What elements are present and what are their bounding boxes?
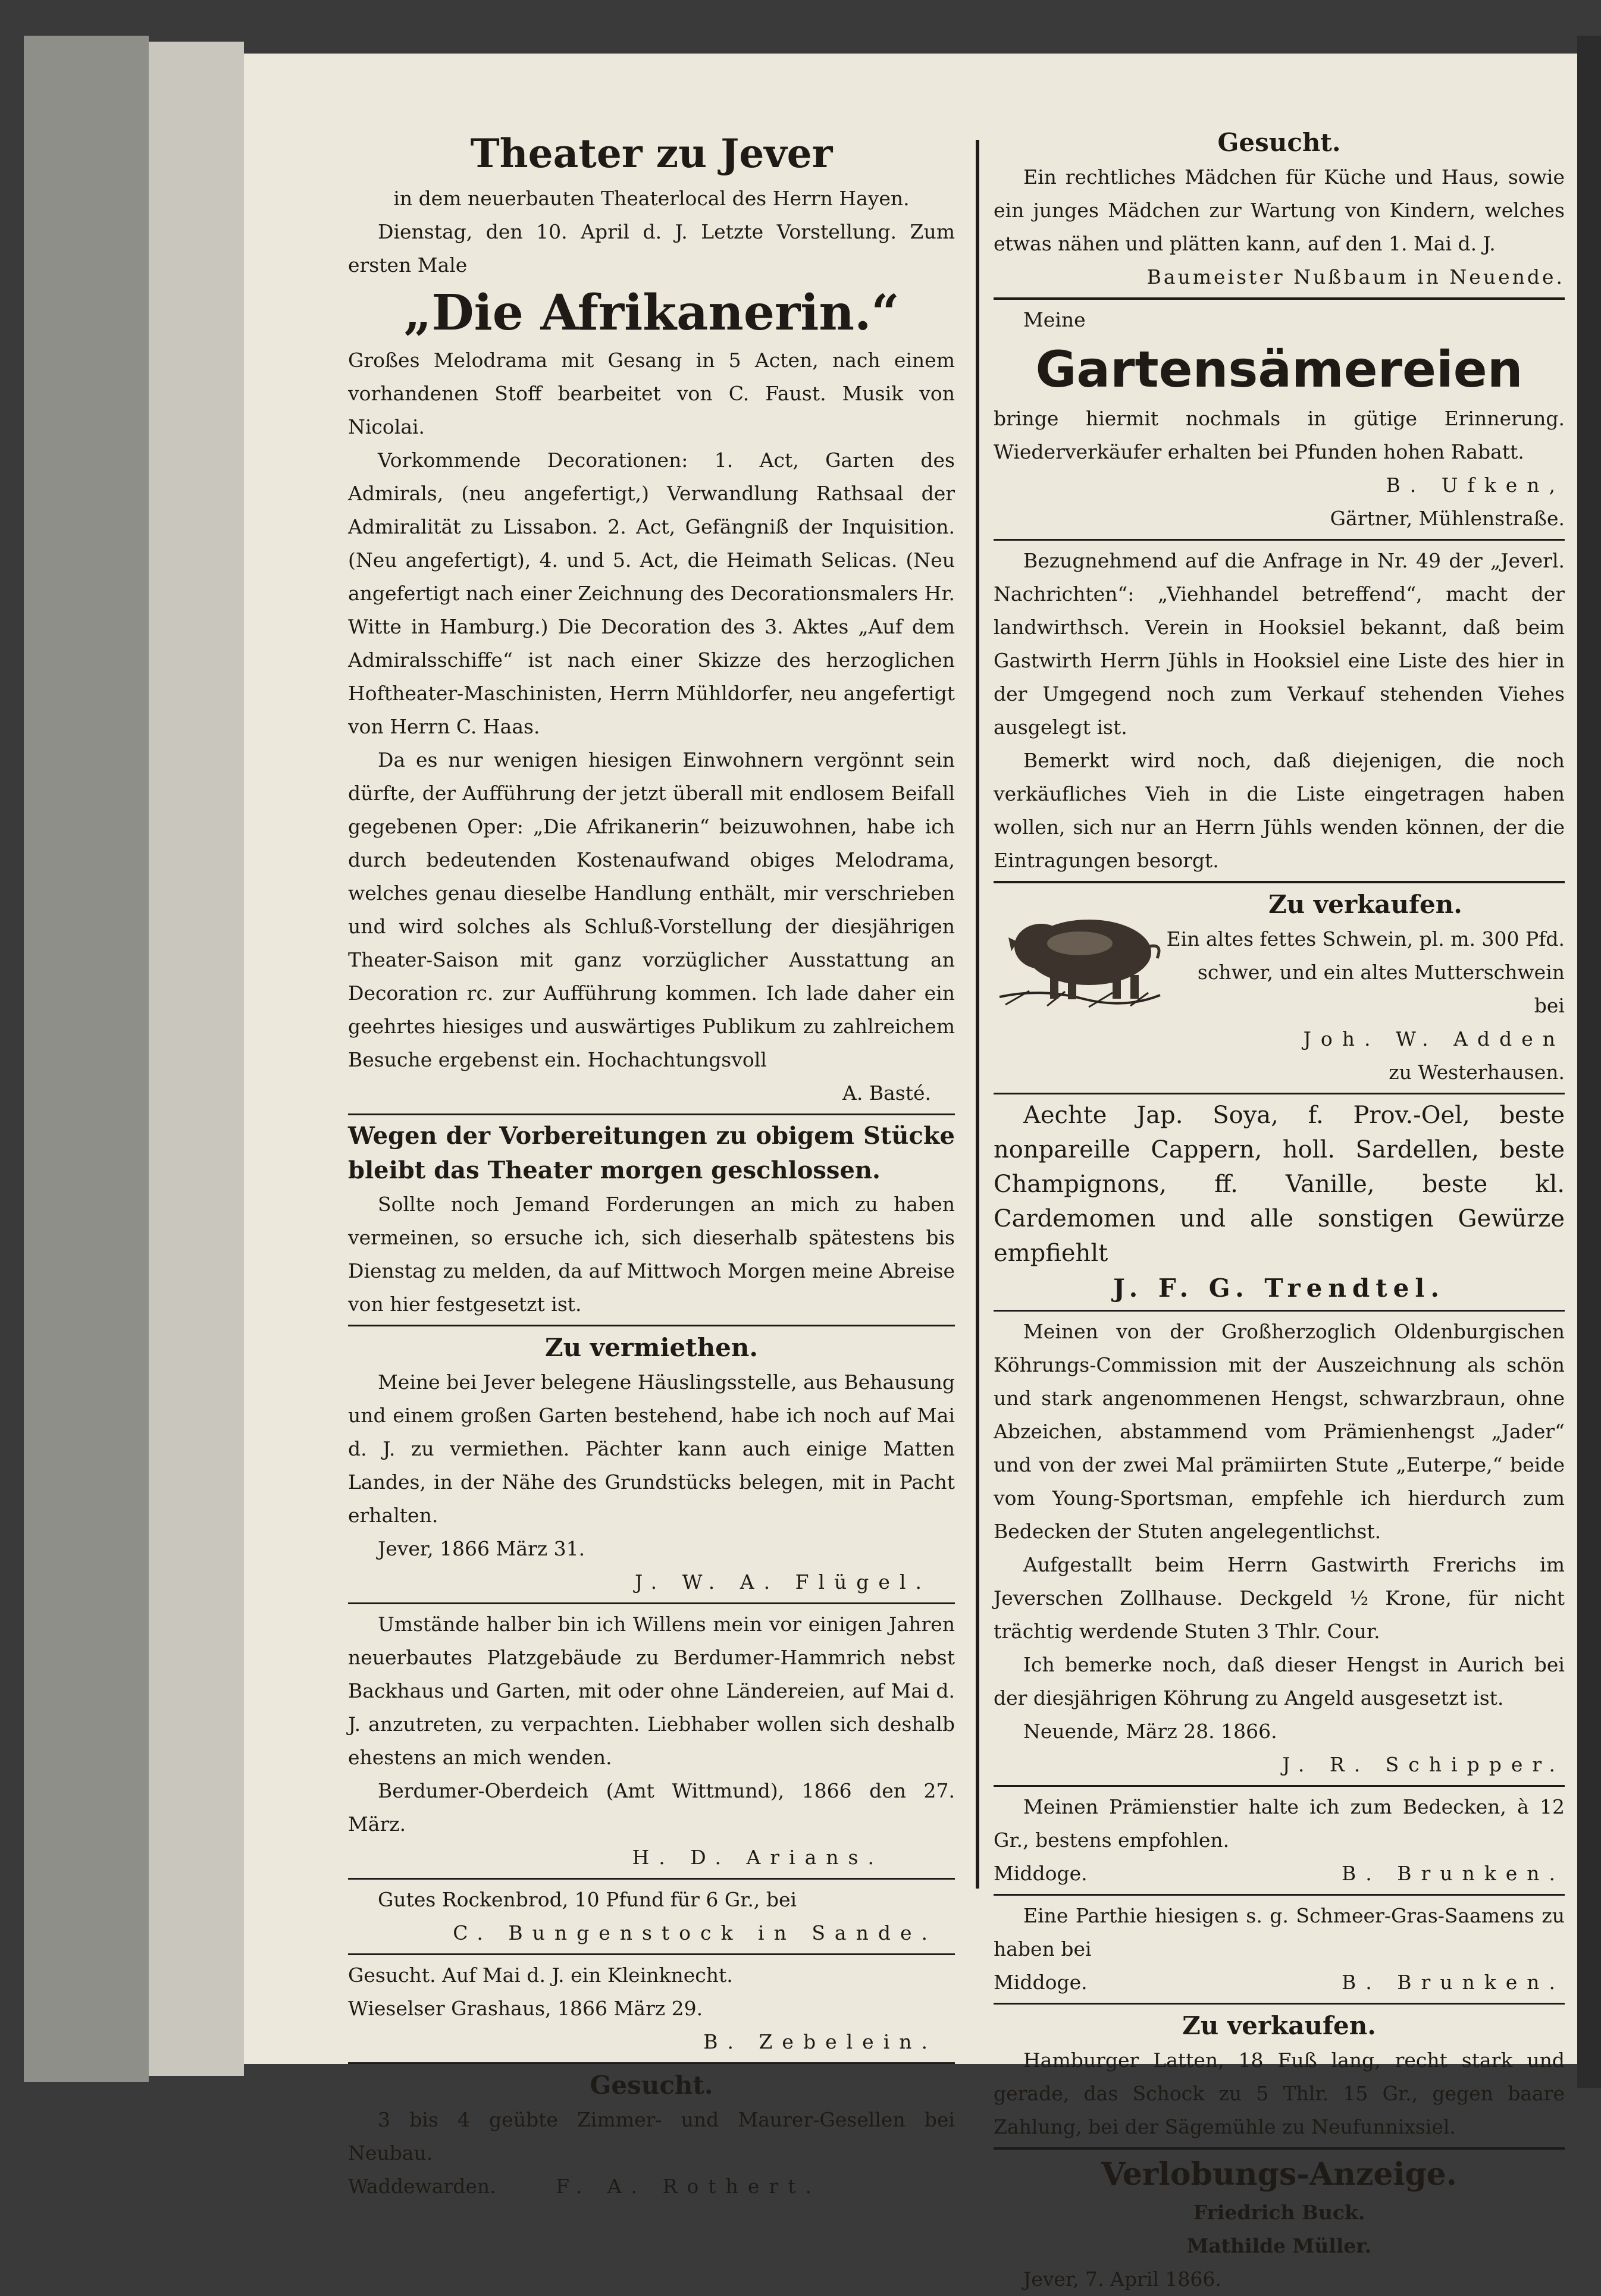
pig-title: Zu verkaufen. bbox=[1268, 890, 1462, 919]
announcement-text: Da es nur wenigen hiesigen Einwohnern vergönnt sein dürfte, der Aufführung der jetzt überall mit endlosem Beifall gegebenen Oper: „Die Afrikanerin“ beizuwohnen, habe ich durch bedeutenden Kostenaufwand obiges Melodrama, welches genau dieselbe Handlung enthält, mir verschrieben und wird solches als Schluß-Vorstellung der diesjährigen Theater-Saison mit ganz vorzüglicher Ausstattung an Decoration rc. zur Aufführung kommen. Ich lade daher ein geehrtes hiesiges und auswärtiges Publikum zu zahlreichem Besuche ergebenst ein. Hochachtungsvoll bbox=[348, 748, 955, 1071]
signature-baste: A. Basté. bbox=[842, 1081, 931, 1105]
bull-signature: B. Brunken. bbox=[1341, 1862, 1565, 1885]
seeds-signature: B. Ufken, bbox=[1386, 473, 1565, 497]
bull-signature-line bbox=[994, 1857, 1565, 1890]
wanted-signature-line bbox=[348, 2170, 955, 2203]
engagement-name-2: Mathilde Müller. bbox=[1186, 2234, 1372, 2257]
rule bbox=[994, 2003, 1565, 2005]
grass-signature-line bbox=[994, 1966, 1565, 1999]
rule bbox=[994, 1894, 1565, 1896]
theater-venue: in dem neuerbauten Theaterlocal des Herrn Hayen. bbox=[393, 187, 910, 210]
rule bbox=[994, 539, 1565, 541]
pig-signature-2: zu Westerhausen. bbox=[1389, 1061, 1565, 1084]
rent-title: Zu vermiethen. bbox=[544, 1333, 758, 1362]
laths-text: Hamburger Latten, 18 Fuß lang, recht stark und gerade, das Schock zu 5 Thlr. 15 Gr., gegen baare Zahlung, bei der Sägemühle zu Neufunnixsiel. bbox=[994, 2049, 1565, 2138]
play-description: Großes Melodrama mit Gesang in 5 Acten, nach einem vorhandenen Stoff bearbeitet von C. Faust. Musik von Nicolai. bbox=[348, 349, 955, 438]
bread-text: Gutes Rockenbrod, 10 Pfund für 6 Gr., bei bbox=[378, 1888, 797, 1911]
rule bbox=[994, 881, 1565, 883]
maid-title: Gesucht. bbox=[1217, 128, 1341, 157]
rule bbox=[348, 1325, 955, 1326]
engagement-title: Verlobungs-Anzeige. bbox=[1101, 2156, 1457, 2193]
spice-text: Aechte Jap. Soya, f. Prov.-Oel, beste nonpareille Cappern, holl. Sardellen, beste Champignons, ff. Vanille, beste kl. Cardemomen und alle sonstigen Gewürze empfiehlt bbox=[994, 1102, 1565, 1267]
wanted-place: Waddewarden. bbox=[348, 2175, 496, 2198]
bull-text: Meinen Prämienstier halte ich zum Bedecken, à 12 Gr., bestens empfohlen. bbox=[994, 1795, 1565, 1852]
stallion-signature: J. R. Schipper. bbox=[1282, 1753, 1565, 1776]
stallion-text-2: Aufgestallt beim Herrn Gastwirth Frerichs im Jeverschen Zollhause. Deckgeld ½ Krone, für nicht trächtig werdende Stuten 3 Thlr. Cour. bbox=[994, 1553, 1565, 1643]
rule bbox=[994, 2147, 1565, 2150]
grass-place: Middoge. bbox=[994, 1971, 1088, 1994]
sale-signature: H. D. Arians. bbox=[632, 1846, 883, 1869]
seeds-title: Gartensämereien bbox=[1035, 340, 1523, 399]
rule bbox=[348, 1953, 955, 1955]
stallion-date: Neuende, März 28. 1866. bbox=[1023, 1720, 1277, 1743]
engagement-name-1: Friedrich Buck. bbox=[1193, 2201, 1365, 2224]
seeds-signature-2: Gärtner, Mühlenstraße. bbox=[1330, 507, 1565, 530]
pig-advert bbox=[994, 887, 1565, 1089]
maid-signature: Baumeister Nußbaum in Neuende. bbox=[1146, 265, 1565, 288]
rule bbox=[994, 297, 1565, 300]
theater-title: Theater zu Jever bbox=[470, 130, 833, 177]
stallion-text-3: Ich bemerke noch, daß dieser Hengst in Aurich bei der diesjährigen Köhrung zu Angeld ausgesetzt ist. bbox=[994, 1653, 1565, 1710]
sale-date: Berdumer-Oberdeich (Amt Wittmund), 1866 den 27. März. bbox=[348, 1779, 955, 1836]
seeds-intro: Meine bbox=[1023, 308, 1086, 331]
wanted-signature: F. A. Rothert. bbox=[556, 2175, 821, 2198]
cattle-text: Bezugnehmend auf die Anfrage in Nr. 49 der „Jeverl. Nachrichten“: „Viehhandel betreffend“, macht der landwirthsch. Verein in Hooksiel bekannt, daß beim Gastwirth Herrn Jühls in Hooksiel eine Liste des hier in der Umgegend noch zum Verkauf stehenden Viehes ausgelegt ist. bbox=[994, 549, 1565, 739]
rent-text: Meine bei Jever belegene Häuslingsstelle, aus Behausung und einem großen Garten bestehend, habe ich noch auf Mai d. J. zu vermiethen. Pächter kann auch einige Matten Landes, in der Nähe des Grundstücks belegen, mit in Pacht erhalten. bbox=[348, 1370, 955, 1527]
maid-text: Ein rechtliches Mädchen für Küche und Haus, sowie ein junges Mädchen zur Wartung von Kindern, welches etwas nähen und plätten kann, auf den 1. Mai d. J. bbox=[994, 165, 1565, 255]
sale-text: Umstände halber bin ich Willens mein vor einigen Jahren neuerbautes Platzgebäude zu Berdumer-Hammrich nebst Backhaus und Garten, mit oder ohne Ländereien, auf Mai d. J. anzutreten, zu verpachten. Liebhaber wollen sich deshalb ehestens an mich wenden. bbox=[348, 1613, 955, 1769]
grass-signature: B. Brunken. bbox=[1341, 1971, 1565, 1994]
wanted-title: Gesucht. bbox=[590, 2071, 713, 2100]
bull-place: Middoge. bbox=[994, 1862, 1088, 1885]
left-column bbox=[348, 125, 955, 2203]
rent-date: Jever, 1866 März 31. bbox=[378, 1537, 585, 1560]
column-divider bbox=[976, 140, 979, 1889]
seeds-text: bringe hiermit nochmals in gütige Erinnerung. Wiederverkäufer erhalten bei Pfunden hohen Rabatt. bbox=[994, 407, 1565, 463]
spice-signature: J. F. G. Trendtel. bbox=[1113, 1274, 1445, 1303]
rule bbox=[348, 2062, 955, 2064]
rule bbox=[994, 1093, 1565, 1094]
wanted-text: 3 bis 4 geübte Zimmer- und Maurer-Gesellen bei Neubau. bbox=[348, 2108, 955, 2165]
rule bbox=[348, 1602, 955, 1604]
play-title: „Die Afrikanerin.“ bbox=[403, 284, 900, 341]
knecht-signature: B. Zebelein. bbox=[703, 2030, 937, 2053]
pig-text: Ein altes fettes Schwein, pl. m. 300 Pfd. schwer, und ein altes Mutterschwein bei bbox=[1166, 927, 1565, 1017]
rule bbox=[348, 1878, 955, 1880]
rule bbox=[994, 1310, 1565, 1312]
closed-notice: Wegen der Vorbereitungen zu obigem Stücke bleibt das Theater morgen geschlossen. bbox=[348, 1122, 955, 1184]
pig-woodcut-icon bbox=[994, 887, 1166, 1018]
theater-date: Dienstag, den 10. April d. J. Letzte Vorstellung. Zum ersten Male bbox=[348, 220, 955, 277]
cattle-text-2: Bemerkt wird noch, daß diejenigen, die noch verkäufliches Vieh in die Liste eingetragen haben wollen, sich nur an Herrn Jühls wenden können, der die Eintragungen besorgt. bbox=[994, 749, 1565, 872]
claims-notice: Sollte noch Jemand Forderungen an mich zu haben vermeinen, so ersuche ich, sich dieserhalb spätestens bis Dienstag zu melden, da auf Mittwoch Morgen meine Abreise von hier festgesetzt ist. bbox=[348, 1193, 955, 1316]
stallion-text: Meinen von der Großherzoglich Oldenburgischen Köhrungs-Commission mit der Auszeichnung als schön und stark angenommenen Hengst, schwarzbraun, ohne Abzeichen, abstammend vom Prämienhengst „Jader“ und von der zwei Mal prämiirten Stute „Euterpe,“ beide vom Young-Sportsman, empfehle ich hierdurch zum Bedecken der Stuten angelegentlichst. bbox=[994, 1320, 1565, 1543]
rent-signature: J. W. A. Flügel. bbox=[635, 1570, 931, 1594]
right-column bbox=[994, 125, 1565, 2296]
rule bbox=[994, 1785, 1565, 1787]
pig-signature: Joh. W. Adden bbox=[1303, 1027, 1565, 1050]
rule bbox=[348, 1114, 955, 1115]
grass-text: Eine Parthie hiesigen s. g. Schmeer-Gras-Saamens zu haben bei bbox=[994, 1904, 1565, 1961]
knecht-text: Gesucht. Auf Mai d. J. ein Kleinknecht. bbox=[348, 1963, 733, 1987]
engagement-date: Jever, 7. April 1866. bbox=[1023, 2267, 1221, 2291]
knecht-date: Wieselser Grashaus, 1866 März 29. bbox=[348, 1997, 703, 2020]
decorations-text: Vorkommende Decorationen: 1. Act, Garten des Admirals, (neu angefertigt,) Verwandlung Rathsaal der Admiralität zu Lissabon. 2. Act, Gefängniß der Inquisition. (Neu angefertigt), 4. und 5. Act, die Heimath Selicas. (Neu angefertigt nach einer Zeichnung des Decorationsmalers Hr. Witte in Hamburg.) Die Decoration des 3. Aktes „Auf dem Admiralsschiffe“ ist nach einer Skizze des herzoglichen Hoftheater-Maschinisten, Herrn Mühldorfer, neu angefertigt von Herrn C. Haas. bbox=[348, 448, 955, 738]
laths-title: Zu verkaufen. bbox=[1182, 2011, 1376, 2040]
bread-signature: C. Bungenstock in Sande. bbox=[453, 1921, 937, 1944]
